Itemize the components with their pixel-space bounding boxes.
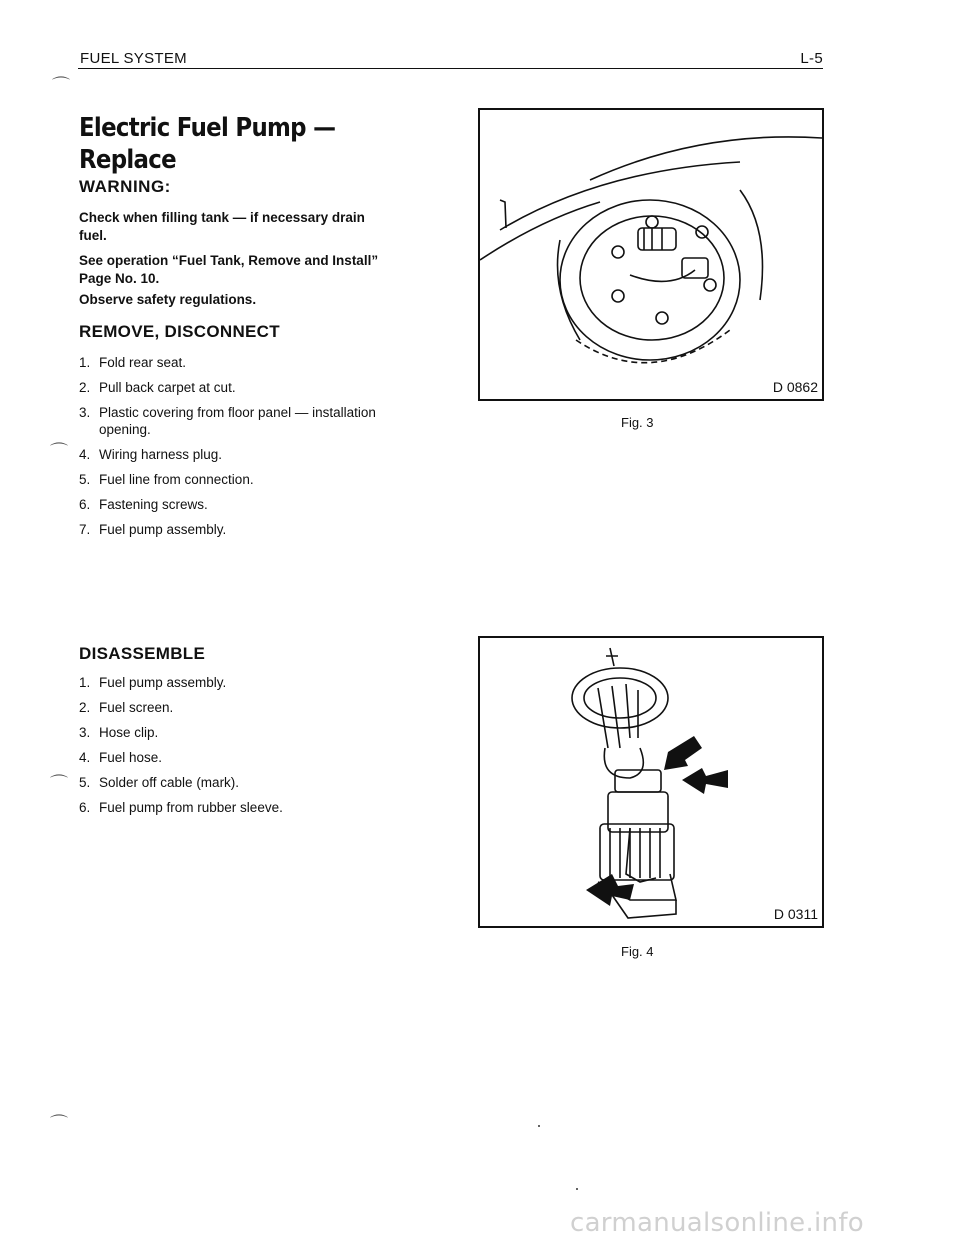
step-text: Fold rear seat. [99,355,187,370]
speck [538,1125,540,1127]
disassemble-heading: DISASSEMBLE [79,644,206,663]
step-number: 1. [79,355,91,370]
remove-step [79,521,379,538]
figure-3-fuel-pump-access-illustration [478,108,824,401]
remove-step [79,354,379,371]
warning-heading: WARNING: [79,177,171,196]
disassemble-step [79,774,379,791]
step-number: 5. [79,472,91,487]
warning-line: See operation “Fuel Tank, Remove and Install” Page No. 10. [79,253,379,286]
step-text: Fuel hose. [99,750,163,765]
disassemble-step [79,749,379,766]
step-text: Fuel screen. [99,700,174,715]
step-text: Fastening screws. [99,497,208,512]
remove-step [79,446,379,463]
remove-heading: REMOVE, DISCONNECT [79,322,280,341]
step-text: Solder off cable (mark). [99,775,240,790]
running-header-section: FUEL SYSTEM [80,50,187,67]
running-header-page-number: L-5 [800,50,823,67]
margin-mark: ⌒ [50,774,68,794]
step-text: Fuel pump from rubber sleeve. [99,800,283,815]
step-number: 6. [79,497,91,512]
disassemble-step [79,799,379,816]
disassemble-step [79,674,379,691]
step-number: 7. [79,522,91,537]
step-text: Fuel line from connection. [99,472,254,487]
step-number: 4. [79,750,91,765]
figure-4-fuel-pump-assembly-illustration [478,636,824,928]
step-text: Fuel pump assembly. [99,675,227,690]
step-number: 2. [79,380,91,395]
margin-mark: ⌒ [50,1114,68,1134]
margin-mark: ⌒ [50,442,68,462]
page-title: Electric Fuel Pump — Replace [79,113,336,175]
header-rule [78,68,823,69]
figure-3-drawing [480,110,822,399]
margin-mark: ⌒ [52,76,70,96]
step-number: 1. [79,675,91,690]
remove-step [79,471,379,488]
remove-step [79,496,379,513]
figure-3-code: D 0862 [772,379,818,395]
figure-4-code: D 0311 [773,906,818,922]
remove-step [79,404,379,438]
remove-step [79,379,379,396]
step-number: 4. [79,447,91,462]
step-number: 5. [79,775,91,790]
step-text: Pull back carpet at cut. [99,380,236,395]
disassemble-steps-list [79,674,379,824]
disassemble-step [79,699,379,716]
step-number: 3. [79,725,91,740]
remove-steps-list [79,354,379,546]
step-number: 6. [79,800,91,815]
disassemble-step [79,724,379,741]
step-number: 3. [79,405,91,420]
warning-line: Observe safety regulations. [79,292,257,307]
warning-line: Check when filling tank — if necessary drain fuel. [79,210,365,243]
step-number: 2. [79,700,91,715]
watermark: carmanualsonline.info [569,1208,864,1238]
figure-4-drawing [480,638,822,926]
step-text: Hose clip. [99,725,159,740]
step-text: Plastic covering from floor panel — installation opening. [99,405,376,437]
step-text: Wiring harness plug. [99,447,223,462]
speck [576,1188,578,1190]
figure-3-caption: Fig. 3 [621,415,654,430]
step-text: Fuel pump assembly. [99,522,227,537]
figure-4-caption: Fig. 4 [621,944,654,959]
